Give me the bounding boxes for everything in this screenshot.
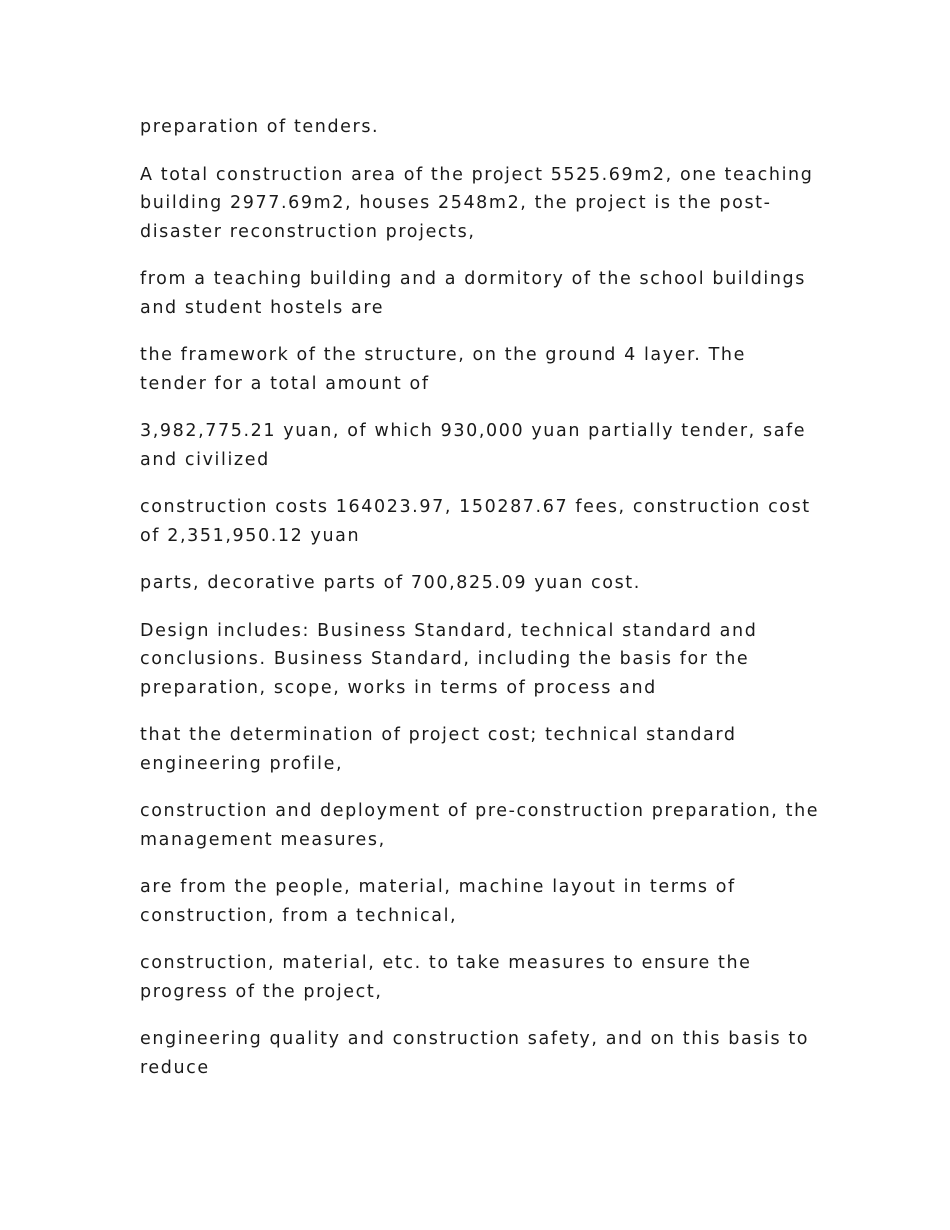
document-body xyxy=(140,113,820,1101)
paragraph: Design includes: Business Standard, technical standard and conclusions. Business Standard, including the basis for the preparation, scope, works in terms of process and xyxy=(140,620,758,698)
paragraph: construction, material, etc. to take measures to ensure the progress of the project, xyxy=(140,953,752,1002)
paragraph: are from the people, material, machine layout in terms of construction, from a technical, xyxy=(140,877,736,926)
paragraph: A total construction area of the project 5525.69m2, one teaching building 2977.69m2, houses 2548m2, the project is the post-disaster reconstruction projects, xyxy=(140,164,814,242)
paragraph: engineering quality and construction safety, and on this basis to reduce xyxy=(140,1029,810,1078)
paragraph: from a teaching building and a dormitory of the school buildings and student hostels are xyxy=(140,269,806,318)
paragraph: parts, decorative parts of 700,825.09 yuan cost. xyxy=(140,573,641,593)
paragraph: 3,982,775.21 yuan, of which 930,000 yuan partially tender, safe and civilized xyxy=(140,421,807,470)
paragraph: construction and deployment of pre-construction preparation, the management measures, xyxy=(140,801,820,850)
paragraph: that the determination of project cost; technical standard engineering profile, xyxy=(140,725,737,774)
paragraph: preparation of tenders. xyxy=(140,117,380,137)
paragraph: the framework of the structure, on the ground 4 layer. The tender for a total amount of xyxy=(140,345,746,394)
paragraph: construction costs 164023.97, 150287.67 fees, construction cost of 2,351,950.12 yuan xyxy=(140,497,811,546)
